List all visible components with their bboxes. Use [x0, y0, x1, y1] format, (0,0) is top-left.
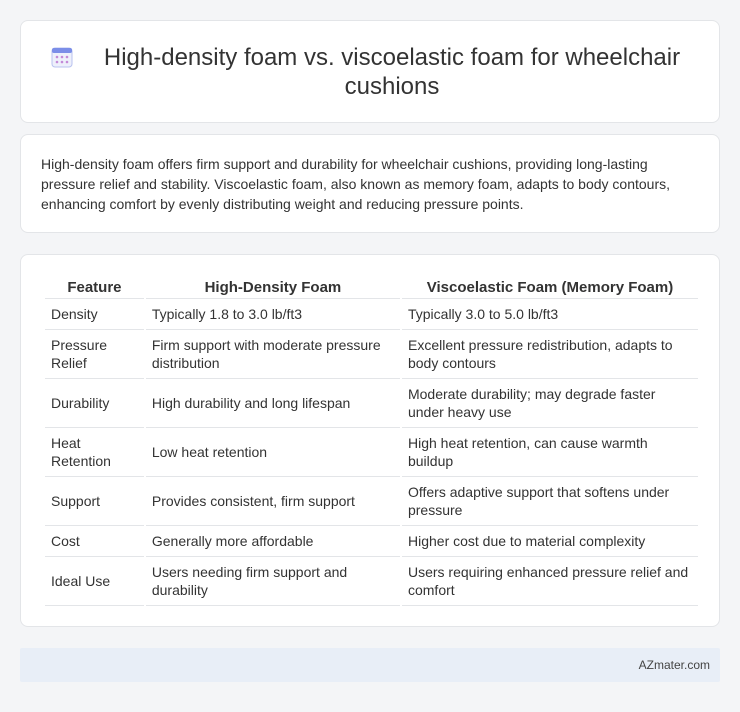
table-header-row — [45, 275, 698, 299]
cell-feature: Cost — [45, 526, 144, 557]
comparison-table — [43, 275, 700, 606]
table-row — [45, 379, 698, 428]
title-card — [20, 20, 720, 123]
calendar-icon — [51, 46, 73, 68]
title-wrap — [21, 43, 719, 101]
cell-high-density: Low heat retention — [146, 428, 400, 477]
cell-high-density: Users needing firm support and durability — [146, 557, 400, 606]
cell-viscoelastic: Moderate durability; may degrade faster under heavy use — [402, 379, 698, 428]
table-row — [45, 557, 698, 606]
cell-viscoelastic: Higher cost due to material complexity — [402, 526, 698, 557]
header-feature: Feature — [45, 275, 144, 299]
table-row — [45, 526, 698, 557]
header-viscoelastic: Viscoelastic Foam (Memory Foam) — [402, 275, 698, 299]
page-title: High-density foam vs. viscoelastic foam for wheelchair cushions — [103, 43, 681, 100]
cell-feature: Heat Retention — [45, 428, 144, 477]
intro-card — [20, 134, 720, 233]
table-row — [45, 299, 698, 330]
cell-viscoelastic: Excellent pressure redistribution, adapts to body contours — [402, 330, 698, 379]
footer-site-name[interactable]: AZmater.com — [638, 658, 710, 672]
cell-viscoelastic: High heat retention, can cause warmth buildup — [402, 428, 698, 477]
table-row — [45, 330, 698, 379]
cell-high-density: Firm support with moderate pressure distribution — [146, 330, 400, 379]
cell-viscoelastic: Users requiring enhanced pressure relief and comfort — [402, 557, 698, 606]
cell-high-density: Generally more affordable — [146, 526, 400, 557]
cell-feature: Density — [45, 299, 144, 330]
cell-high-density: Typically 1.8 to 3.0 lb/ft3 — [146, 299, 400, 330]
footer-bar — [20, 648, 720, 682]
table-row — [45, 477, 698, 526]
intro-paragraph: High-density foam offers firm support and durability for wheelchair cushions, providing long-lasting pressure relief and stability. Viscoelastic foam, also known as memory foam, adapts to body contours, enhancing comfort by evenly distributing weight and reducing pressure points. — [41, 156, 671, 212]
table-row — [45, 428, 698, 477]
cell-feature: Pressure Relief — [45, 330, 144, 379]
cell-viscoelastic: Typically 3.0 to 5.0 lb/ft3 — [402, 299, 698, 330]
cell-feature: Support — [45, 477, 144, 526]
header-high-density: High-Density Foam — [146, 275, 400, 299]
cell-high-density: High durability and long lifespan — [146, 379, 400, 428]
cell-feature: Durability — [45, 379, 144, 428]
cell-feature: Ideal Use — [45, 557, 144, 606]
cell-high-density: Provides consistent, firm support — [146, 477, 400, 526]
cell-viscoelastic: Offers adaptive support that softens under pressure — [402, 477, 698, 526]
comparison-card — [20, 254, 720, 627]
